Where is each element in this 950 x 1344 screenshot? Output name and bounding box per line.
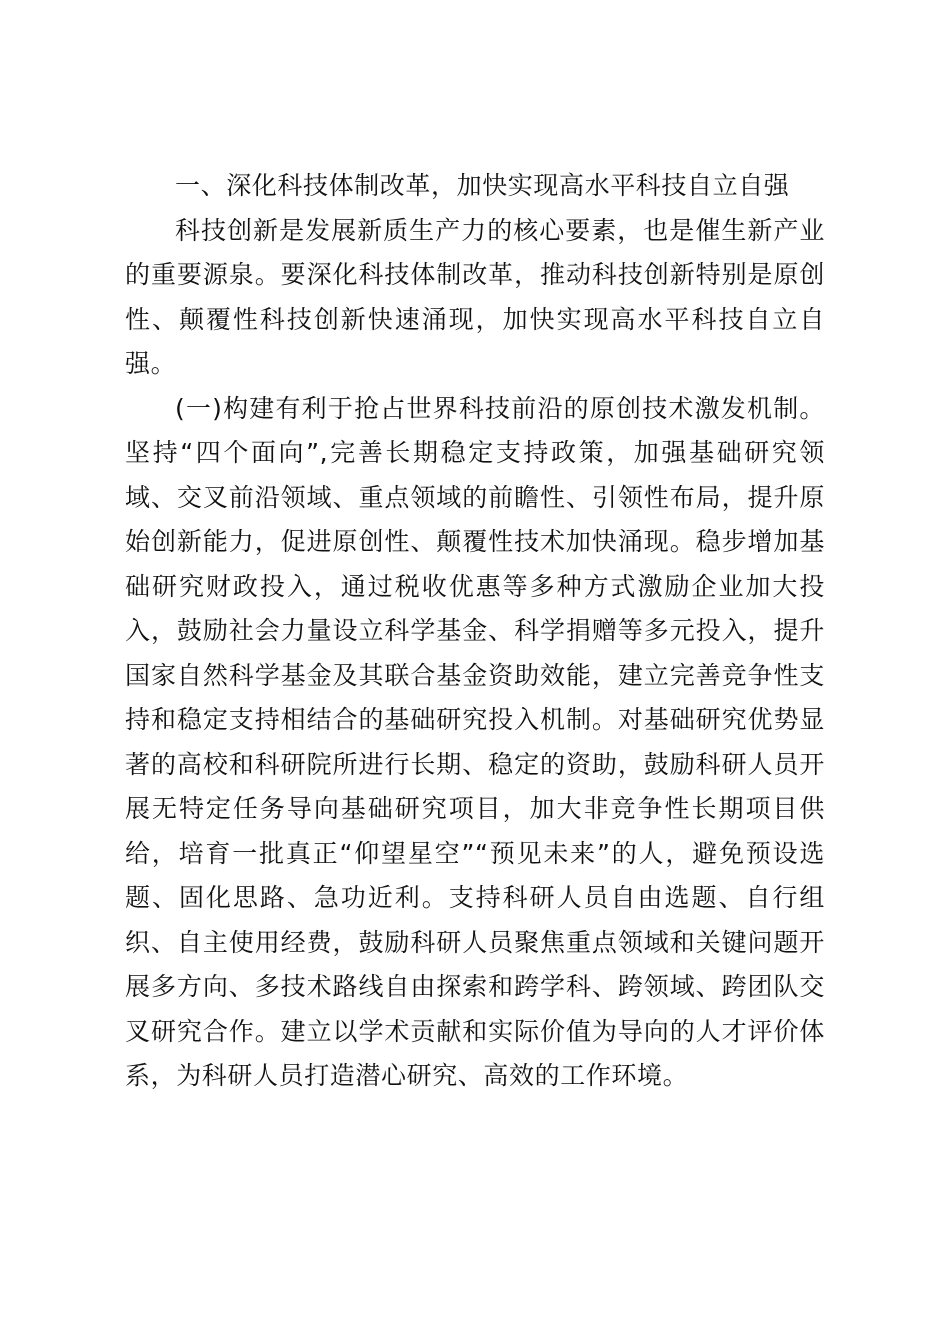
document-body: [125, 164, 825, 1099]
section-heading: 一、深化科技体制改革，加快实现高水平科技自立自强: [175, 171, 790, 200]
intro-paragraph: 科技创新是发展新质生产力的核心要素，也是催生新产业的重要源泉。要深化科技体制改革，推动科技创新特别是原创性、颠覆性科技创新快速涌现，加快实现高水平科技自立自强。: [125, 215, 825, 378]
subsection-paragraph: (一)构建有利于抢占世界科技前沿的原创技术激发机制。坚持“四个面向”,完善长期稳定支持政策，加强基础研究领域、交叉前沿领域、重点领域的前瞻性、引领性布局，提升原始创新能力，促进原创性、颠覆性技术加快涌现。稳步增加基础研究财政投入，通过税收优惠等多种方式激励企业加大投入，鼓励社会力量设立科学基金、科学捐赠等多元投入，提升国家自然科学基金及其联合基金资助效能，建立完善竞争性支持和稳定支持相结合的基础研究投入机制。对基础研究优势显著的高校和科研院所进行长期、稳定的资助，鼓励科研人员开展无特定任务导向基础研究项目，加大非竞争性长期项目供给，培育一批真正“仰望星空”“预见未来”的人，避免预设选题、固化思路、急功近利。支持科研人员自由选题、自行组织、自主使用经费，鼓励科研人员聚焦重点领域和关键问题开展多方向、多技术路线自由探索和跨学科、跨领域、跨团队交叉研究合作。建立以学术贡献和实际价值为导向的人才评价体系，为科研人员打造潜心研究、高效的工作环境。: [125, 393, 825, 1090]
